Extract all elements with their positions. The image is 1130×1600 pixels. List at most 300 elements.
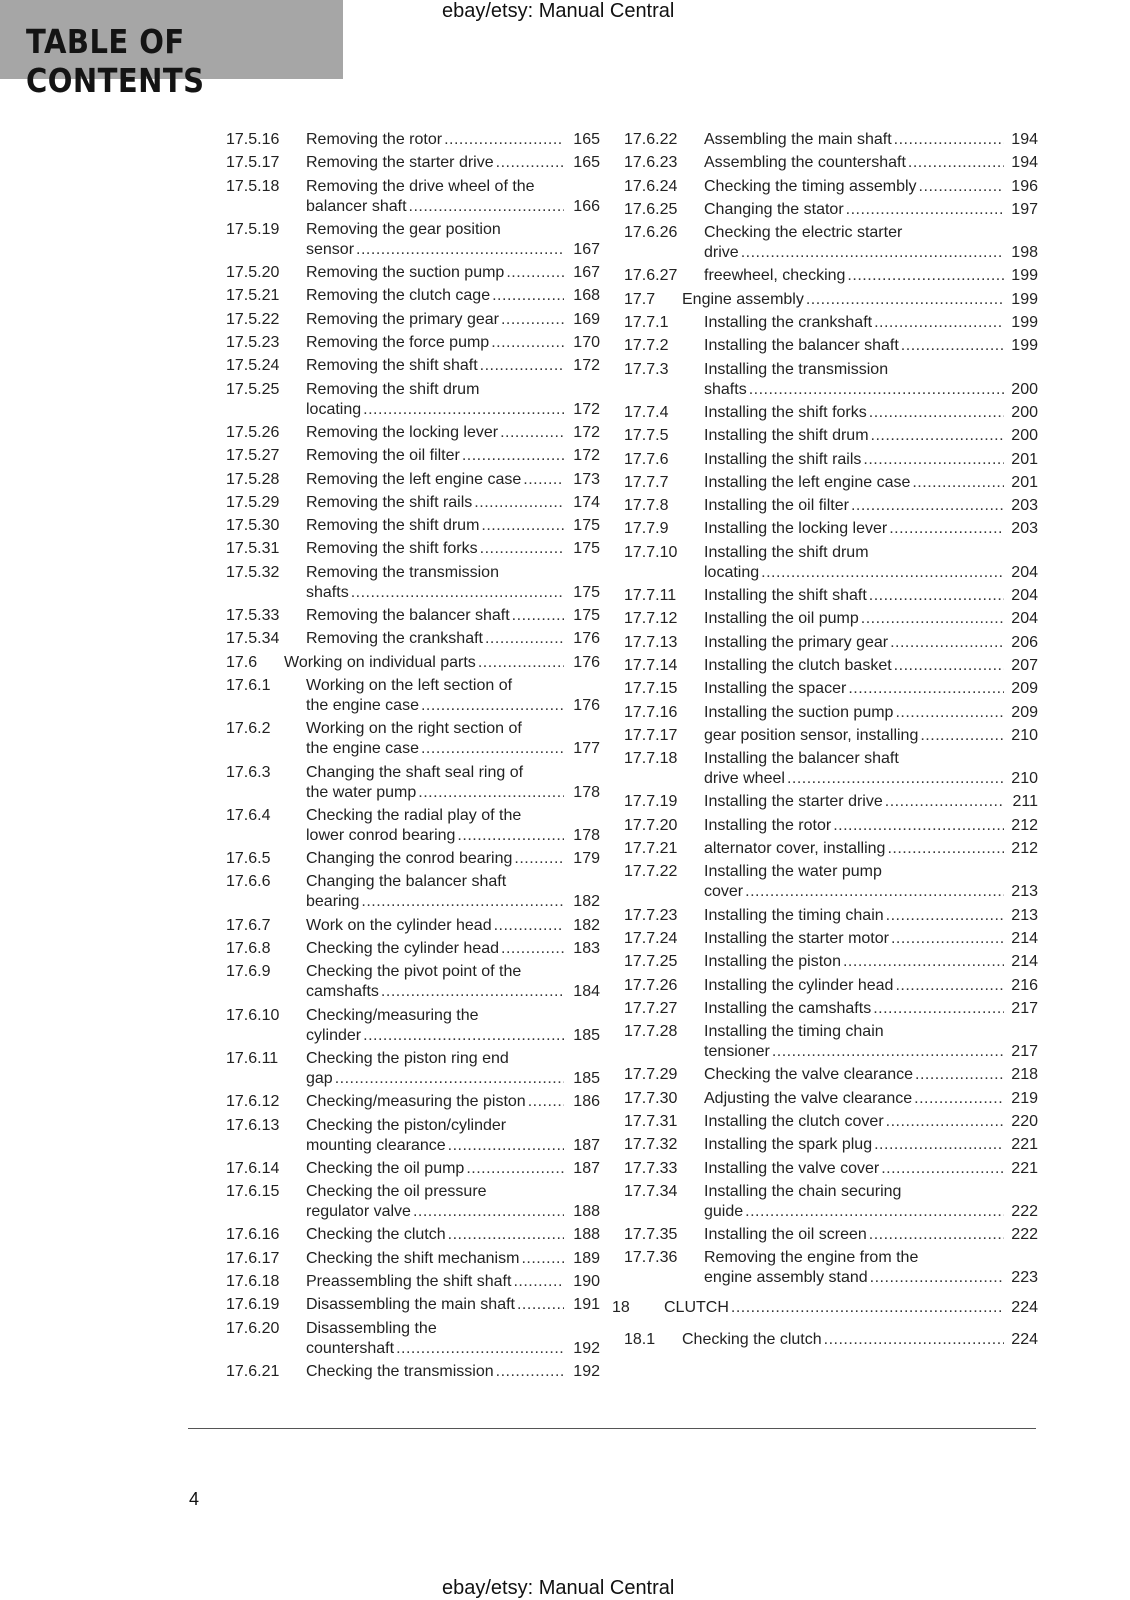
toc-entry-title: Removing the rotor (306, 131, 443, 148)
toc-entry[interactable] (226, 177, 600, 217)
toc-entry[interactable] (624, 792, 1038, 812)
toc-entry-number: 17.6.26 (624, 224, 678, 242)
toc-entry-number: 17.7.16 (624, 703, 678, 721)
toc-entry-page: 218 (1011, 1066, 1038, 1084)
toc-entry-number: 17.6.11 (226, 1049, 279, 1067)
toc-entry[interactable] (226, 1159, 600, 1179)
toc-entry-page: 191 (573, 1296, 600, 1314)
toc-entry-title: Removing the shift forks (306, 540, 478, 558)
toc-entry[interactable] (226, 1182, 600, 1222)
toc-entry-page: 212 (1011, 840, 1038, 858)
toc-entry-number: 17.5.22 (226, 310, 280, 328)
toc-entry[interactable] (226, 220, 600, 260)
toc-entry[interactable] (624, 1225, 1038, 1245)
toc-entry-title: Installing the shift forks (704, 403, 867, 421)
toc-entry-number: 17.5.30 (226, 517, 280, 535)
dot-leader (492, 286, 564, 306)
dot-leader (480, 356, 564, 376)
toc-entry-page: 175 (573, 607, 600, 625)
toc-entry[interactable] (624, 656, 1038, 676)
toc-entry-title: camshafts (306, 983, 379, 1001)
dot-leader (481, 516, 564, 536)
header-banner (0, 0, 343, 100)
toc-entry-number: 17.6.9 (226, 963, 271, 981)
dot-leader (869, 403, 1004, 423)
toc-entry-page: 198 (1011, 244, 1038, 262)
toc-entry-title: Engine assembly (682, 290, 804, 308)
dot-leader (494, 916, 564, 936)
toc-entry-page: 183 (573, 940, 600, 958)
toc-entry[interactable] (226, 1006, 600, 1046)
toc-column-right (612, 130, 1038, 1354)
toc-entry-title: Checking the electric starter (704, 224, 903, 242)
toc-entry-page: 187 (573, 1159, 600, 1177)
toc-entry[interactable] (226, 849, 600, 869)
toc-entry[interactable] (624, 1089, 1038, 1109)
dot-leader (512, 606, 564, 626)
toc-entry-page: 182 (573, 893, 600, 911)
dot-leader (501, 939, 564, 959)
toc-entry[interactable] (624, 633, 1038, 653)
toc-entry-number: 17.7.23 (624, 906, 678, 924)
dot-leader (919, 177, 1004, 197)
toc-entry-title: Work on the cylinder head (306, 916, 492, 934)
toc-entry-title: Checking the piston/cylinder (306, 1116, 507, 1134)
toc-entry[interactable] (226, 916, 600, 936)
toc-entry-title: alternator cover, installing (704, 840, 886, 858)
toc-entry-page: 170 (573, 334, 600, 352)
dot-leader (749, 380, 1004, 400)
toc-entry[interactable] (624, 976, 1038, 996)
toc-entry-number: 17.6.20 (226, 1319, 280, 1337)
toc-entry-number: 17.7.32 (624, 1136, 678, 1154)
toc-entry-number: 18 (612, 1299, 630, 1317)
toc-entry-title: cylinder (306, 1026, 362, 1044)
dot-leader (485, 629, 564, 649)
toc-entry-number: 17.5.24 (226, 357, 280, 375)
dot-leader (731, 1298, 1004, 1318)
toc-entry-title: Adjusting the valve clearance (704, 1089, 913, 1107)
toc-entry-number: 17.6.7 (226, 916, 271, 934)
toc-entry[interactable] (624, 749, 1038, 789)
toc-entry-number: 17.6.23 (624, 154, 678, 172)
toc-entry[interactable] (624, 609, 1038, 629)
toc-entry-page: 196 (1011, 177, 1038, 195)
toc-entry[interactable] (624, 839, 1038, 859)
toc-entry-number: 17.7.19 (624, 793, 678, 811)
dot-leader (885, 792, 1004, 812)
toc-entry-page: 176 (573, 696, 600, 714)
dot-leader (363, 400, 564, 420)
dot-leader (874, 313, 1004, 333)
toc-entry-title: guide (704, 1202, 744, 1220)
toc-entry-title: Assembling the countershaft (704, 154, 906, 172)
dot-leader (361, 892, 564, 912)
dot-leader (895, 976, 1004, 996)
toc-entry[interactable] (624, 153, 1038, 173)
dot-leader (351, 583, 564, 603)
toc-entry[interactable] (624, 1112, 1038, 1132)
dot-leader (474, 493, 564, 513)
toc-entry[interactable] (226, 310, 600, 330)
toc-entry-page: 209 (1011, 680, 1038, 698)
toc-entry[interactable] (624, 290, 1038, 310)
toc-entry[interactable] (624, 929, 1038, 949)
toc-entry-title: Checking the cylinder head (306, 940, 500, 958)
toc-entry-number: 17.6.14 (226, 1159, 280, 1177)
dot-leader (895, 703, 1004, 723)
toc-entry-title: Installing the primary gear (704, 633, 889, 651)
toc-entry[interactable] (226, 1272, 600, 1292)
toc-entry[interactable] (624, 177, 1038, 197)
toc-entry-title: Working on individual parts (284, 653, 476, 671)
toc-entry-title: Working on the right section of (306, 720, 522, 738)
toc-entry-number: 17.6.13 (226, 1116, 280, 1134)
toc-entry-page: 173 (573, 470, 600, 488)
toc-entry-number: 17.7.18 (624, 750, 678, 768)
toc-entry[interactable] (226, 806, 600, 846)
toc-entry[interactable] (226, 962, 600, 1002)
toc-entry[interactable] (624, 266, 1038, 286)
toc-entry-number: 17.5.31 (226, 540, 280, 558)
dot-leader (496, 1362, 564, 1382)
toc-entry-number: 17.5.29 (226, 493, 280, 511)
dot-leader (869, 586, 1004, 606)
toc-entry-number: 17.5.16 (226, 131, 280, 148)
toc-entry-number: 17.5.26 (226, 423, 280, 441)
toc-entry[interactable] (624, 1159, 1038, 1179)
watermark-top: ebay/etsy: Manual Central (442, 0, 675, 22)
dot-leader (491, 333, 564, 353)
dot-leader (480, 539, 564, 559)
toc-entry-number: 17.6.10 (226, 1006, 280, 1024)
toc-entry[interactable] (226, 1225, 600, 1245)
toc-entry[interactable] (624, 1330, 1038, 1350)
toc-entry[interactable] (226, 1362, 600, 1382)
toc-entry-number: 17.6.24 (624, 177, 678, 195)
toc-entry-title: cover (704, 883, 744, 901)
toc-entry-title: Checking/measuring the piston (306, 1093, 526, 1111)
toc-entry-title: locating (704, 563, 760, 581)
toc-entry-number: 17.7.31 (624, 1112, 678, 1130)
toc-entry[interactable] (226, 380, 600, 420)
toc-entry-number: 17.7.14 (624, 656, 678, 674)
dot-leader (745, 882, 1004, 902)
dot-leader (396, 1339, 564, 1359)
toc-entry-page: 172 (573, 423, 600, 441)
toc-entry-number: 17.5.28 (226, 470, 280, 488)
dot-leader (772, 1042, 1004, 1062)
toc-entry[interactable] (624, 336, 1038, 356)
toc-entry-number: 17.5.17 (226, 154, 280, 172)
toc-entry-page: 175 (573, 583, 600, 601)
toc-entry[interactable] (624, 1065, 1038, 1085)
dot-leader (891, 929, 1004, 949)
toc-entry[interactable] (624, 223, 1038, 263)
dot-leader (863, 450, 1004, 470)
toc-entry-page: 176 (573, 630, 600, 648)
toc-entry-title: Installing the camshafts (704, 999, 872, 1017)
toc-entry-title: Installing the timing chain (704, 1023, 884, 1041)
dot-leader (413, 1202, 564, 1222)
toc-entry[interactable] (624, 450, 1038, 470)
toc-entry-title: Installing the balancer shaft (704, 337, 899, 355)
toc-entry[interactable] (624, 360, 1038, 400)
toc-entry[interactable] (624, 906, 1038, 926)
toc-entry[interactable] (226, 1319, 600, 1359)
dot-leader (894, 130, 1004, 150)
dot-leader (871, 426, 1004, 446)
toc-entry-title: Removing the suction pump (306, 264, 505, 282)
toc-entry-number: 17.6.22 (624, 131, 678, 148)
toc-entry-page: 203 (1011, 520, 1038, 538)
dot-leader (741, 243, 1004, 263)
toc-entry-title: Installing the starter drive (704, 793, 883, 811)
dot-leader (833, 816, 1004, 836)
toc-entry-page: 169 (573, 310, 600, 328)
toc-entry[interactable] (624, 703, 1038, 723)
toc-entry-number: 17.5.23 (226, 334, 280, 352)
toc-entry-page: 175 (573, 540, 600, 558)
dot-leader (496, 153, 564, 173)
toc-entry[interactable] (226, 563, 600, 603)
toc-entry-title: Installing the suction pump (704, 703, 894, 721)
toc-entry-number: 17.7.26 (624, 976, 678, 994)
toc-entry-page: 166 (573, 197, 600, 215)
toc-entry[interactable] (226, 516, 600, 536)
toc-entry-page: 167 (573, 264, 600, 282)
toc-entry[interactable] (226, 493, 600, 513)
dot-leader (506, 263, 564, 283)
toc-entry-page: 189 (573, 1249, 600, 1267)
toc-entry-page: 199 (1011, 337, 1038, 355)
toc-entry-title: sensor (306, 240, 355, 258)
toc-entry[interactable] (226, 653, 600, 673)
toc-entry-title: Installing the cylinder head (704, 976, 894, 994)
watermark-bottom: ebay/etsy: Manual Central (442, 1577, 675, 1599)
dot-leader (523, 470, 564, 490)
toc-entry[interactable] (226, 1092, 600, 1112)
toc-entry-title: Removing the shift drum (306, 517, 480, 535)
toc-entry-title: Checking the transmission (306, 1362, 494, 1380)
toc-entry-number: 17.7.29 (624, 1066, 678, 1084)
toc-entry-title: Disassembling the main shaft (306, 1296, 515, 1314)
toc-entry-page: 188 (573, 1226, 600, 1244)
toc-entry-page: 217 (1011, 999, 1038, 1017)
toc-entry-number: 17.7.35 (624, 1226, 678, 1244)
toc-entry-number: 17.7.17 (624, 726, 678, 744)
toc-entry-number: 17.5.20 (226, 264, 280, 282)
toc-entry-page: 176 (573, 653, 600, 671)
toc-entry-title: Installing the left engine case (704, 473, 911, 491)
dot-leader (448, 1225, 564, 1245)
toc-entry-title: Removing the drive wheel of the (306, 177, 535, 195)
toc-entry[interactable] (624, 130, 1038, 150)
toc-entry-page: 212 (1011, 816, 1038, 834)
toc-entry[interactable] (226, 629, 600, 649)
toc-entry[interactable] (624, 313, 1038, 333)
toc-entry-page: 201 (1011, 473, 1038, 491)
toc-entry-title: Installing the spark plug (704, 1136, 873, 1154)
toc-entry[interactable] (624, 519, 1038, 539)
toc-entry-page: 204 (1011, 563, 1038, 581)
toc-entry[interactable] (624, 999, 1038, 1019)
toc-entry-number: 17.6.8 (226, 940, 271, 958)
toc-entry-number: 17.7.9 (624, 520, 669, 538)
toc-column-left (226, 130, 600, 1385)
toc-entry-number: 17.5.32 (226, 563, 280, 581)
toc-entry-title: Installing the crankshaft (704, 314, 873, 332)
toc-entry-title: Checking the oil pump (306, 1159, 465, 1177)
toc-entry-title: Installing the shift shaft (704, 587, 867, 605)
toc-entry[interactable] (624, 726, 1038, 746)
dot-leader (886, 906, 1004, 926)
toc-entry[interactable] (226, 356, 600, 376)
dot-leader (444, 130, 564, 150)
toc-entry-number: 17.7.11 (624, 587, 677, 605)
dot-leader (851, 496, 1004, 516)
toc-entry-number: 17.7.30 (624, 1089, 678, 1107)
toc-entry-number: 17.7.22 (624, 863, 678, 881)
toc-entry-page: 207 (1011, 656, 1038, 674)
toc-entry-title: Removing the balancer shaft (306, 607, 510, 625)
toc-entry-page: 220 (1011, 1112, 1038, 1130)
toc-entry-title: Removing the gear position (306, 220, 501, 238)
dot-leader (824, 1330, 1004, 1350)
toc-entry[interactable] (226, 939, 600, 959)
toc-entry-number: 17.6.12 (226, 1093, 280, 1111)
toc-entry-page: 186 (573, 1093, 600, 1111)
toc-entry[interactable] (624, 496, 1038, 516)
toc-entry[interactable] (226, 263, 600, 283)
dot-leader (843, 952, 1004, 972)
toc-entry[interactable] (624, 543, 1038, 583)
toc-entry[interactable] (226, 130, 600, 150)
toc-entry-number: 17.6.16 (226, 1226, 280, 1244)
toc-entry[interactable] (612, 1298, 1038, 1318)
dot-leader (846, 200, 1004, 220)
toc-entry-title: gap (306, 1069, 333, 1087)
toc-entry-page: 199 (1011, 314, 1038, 332)
toc-entry[interactable] (226, 286, 600, 306)
toc-entry-title: Removing the primary gear (306, 310, 499, 328)
toc-entry-title: Checking the valve clearance (704, 1066, 914, 1084)
toc-entry-page: 219 (1011, 1089, 1038, 1107)
dot-leader (528, 1092, 564, 1112)
toc-entry[interactable] (226, 1116, 600, 1156)
toc-entry-number: 17.7 (624, 290, 656, 308)
dot-leader (890, 633, 1004, 653)
toc-entry-page: 197 (1011, 200, 1038, 218)
dot-leader (478, 653, 564, 673)
toc-entry[interactable] (226, 470, 600, 490)
toc-entry[interactable] (226, 1295, 600, 1315)
toc-entry[interactable] (226, 763, 600, 803)
toc-entry-page: 200 (1011, 403, 1038, 421)
toc-entry[interactable] (624, 816, 1038, 836)
dot-leader (517, 1295, 564, 1315)
toc-entry-page: 224 (1011, 1331, 1038, 1349)
toc-entry-page: 185 (573, 1069, 600, 1087)
toc-entry[interactable] (226, 333, 600, 353)
toc-entry-page: 165 (573, 131, 600, 148)
toc-entry[interactable] (624, 952, 1038, 972)
page-title: TABLE OF CONTENTS (26, 22, 205, 100)
toc-entry-title: gear position sensor, installing (704, 726, 919, 744)
dot-leader (889, 519, 1004, 539)
toc-entry-number: 17.5.25 (226, 380, 280, 398)
toc-entry[interactable] (624, 1135, 1038, 1155)
toc-entry-number: 17.6.3 (226, 763, 271, 781)
toc-entry-title: Installing the clutch cover (704, 1112, 884, 1130)
toc-entry-title: countershaft (306, 1339, 395, 1357)
toc-entry-title: Working on the left section of (306, 676, 513, 694)
toc-entry[interactable] (226, 1049, 600, 1089)
toc-entry-page: 199 (1011, 267, 1038, 285)
toc-entry[interactable] (226, 539, 600, 559)
toc-entry-number: 17.6.18 (226, 1272, 280, 1290)
toc-entry[interactable] (624, 1022, 1038, 1062)
toc-entry[interactable] (624, 473, 1038, 493)
toc-entry-number: 17.7.36 (624, 1249, 678, 1267)
toc-entry-title: Checking the radial play of the (306, 806, 522, 824)
toc-entry[interactable] (624, 862, 1038, 902)
toc-entry[interactable] (226, 872, 600, 912)
toc-entry-number: 17.7.3 (624, 360, 669, 378)
toc-entry-title: Removing the shift rails (306, 493, 473, 511)
toc-entry[interactable] (624, 679, 1038, 699)
toc-entry[interactable] (624, 586, 1038, 606)
toc-entry-title: shafts (704, 380, 747, 398)
toc-entry-number: 17.7.27 (624, 999, 678, 1017)
toc-entry[interactable] (624, 426, 1038, 446)
toc-entry[interactable] (624, 200, 1038, 220)
toc-entry[interactable] (226, 446, 600, 466)
toc-entry[interactable] (226, 606, 600, 626)
toc-entry[interactable] (226, 423, 600, 443)
toc-entry-page: 188 (573, 1203, 600, 1221)
toc-entry-number: 18.1 (624, 1331, 656, 1349)
toc-entry[interactable] (624, 1248, 1038, 1288)
toc-entry[interactable] (624, 1182, 1038, 1222)
toc-entry-number: 17.6.19 (226, 1296, 280, 1314)
toc-entry-number: 17.6.25 (624, 200, 678, 218)
toc-entry-page: 214 (1011, 929, 1038, 947)
toc-entry-title: Installing the spacer (704, 680, 847, 698)
dot-leader (920, 726, 1004, 746)
toc-entry-page: 223 (1011, 1269, 1038, 1287)
toc-entry[interactable] (226, 719, 600, 759)
toc-entry[interactable] (624, 403, 1038, 423)
dot-leader (861, 609, 1004, 629)
toc-entry-title: bearing (306, 893, 360, 911)
toc-entry-page: 174 (573, 493, 600, 511)
toc-entry-number: 17.7.2 (624, 337, 669, 355)
dot-leader (335, 1069, 564, 1089)
toc-entry-number: 17.5.34 (226, 630, 280, 648)
toc-entry-title: regulator valve (306, 1203, 411, 1221)
toc-entry[interactable] (226, 153, 600, 173)
toc-entry-number: 17.7.21 (624, 840, 678, 858)
toc-entry-title: Installing the oil filter (704, 497, 849, 515)
toc-entry-number: 17.7.20 (624, 816, 678, 834)
toc-entry-title: Checking the clutch (306, 1226, 446, 1244)
toc-entry-page: 221 (1011, 1159, 1038, 1177)
toc-entry[interactable] (226, 676, 600, 716)
dot-leader (887, 839, 1004, 859)
dot-leader (901, 336, 1004, 356)
toc-entry[interactable] (226, 1249, 600, 1269)
